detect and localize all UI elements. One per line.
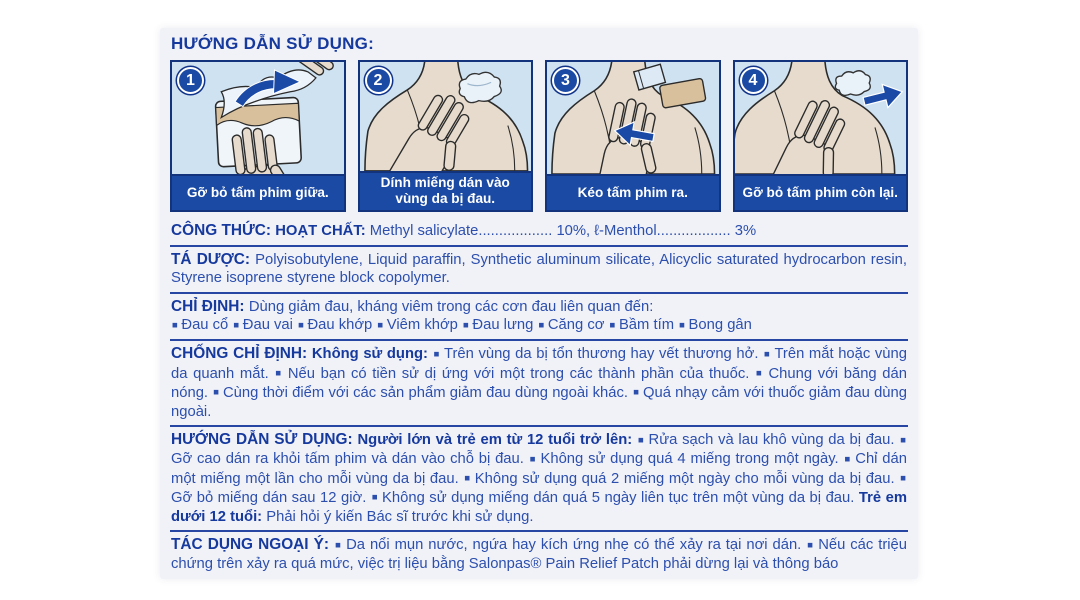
bullet-icon: ■ [764,348,774,360]
bullet-icon: ■ [213,387,222,399]
bullet-text: Gỡ bỏ miếng dán sau 12 giờ. [171,489,371,506]
bullet-icon: ■ [275,368,287,380]
section-divider [170,245,908,247]
bullet-icon: ■ [637,434,648,446]
bullet-icon: ■ [529,453,540,465]
section-lead: HOẠT CHẤT: [275,223,370,239]
step-caption: Dính miếng dán vào vùng da bị đau. [360,171,532,210]
step-number-badge [365,67,392,94]
step-panel-1 [170,60,346,212]
section-divider [170,339,908,341]
bullet-icon: ■ [538,319,547,331]
bullet-icon: ■ [679,319,688,331]
section-heading: TÁ DƯỢC: [171,250,256,268]
bullet-text: Bầm tím [618,317,679,334]
bullet-text: Không sử dụng miếng dán quá 5 ngày liên tục trên một vùng da bị đau. [382,489,859,506]
section-huong-dan-su-dung [171,431,907,526]
step-number-badge [552,67,579,94]
bullet-text: Nếu bạn có tiền sử dị ứng với một trong các thành phần của thuốc. [287,365,755,382]
section-ta-duoc [171,251,907,288]
step-panel-2 [358,60,534,212]
section-cong-thuc [171,222,907,241]
section-tail-text: Phải hỏi ý kiến Bác sĩ trước khi sử dụng. [266,508,534,525]
bullet-icon: ■ [172,319,181,331]
bullet-text: Trên vùng da bị tổn thương hay vết thương hở. [443,346,764,363]
steps-row [170,60,908,212]
section-lead: Không sử dụng: [311,346,433,363]
bullet-text: Không sử dụng quá 2 miếng một ngày cho mỗi vùng da bị đau. [474,470,900,487]
bullet-text: Đau vai [242,317,298,334]
section-divider [170,292,908,294]
bullet-icon: ■ [633,387,642,399]
bullet-text: Viêm khớp [386,317,463,334]
bullet-icon: ■ [298,319,307,331]
bullet-text: Đau cổ [181,317,233,334]
step-number: 3 [561,71,570,89]
bullet-text: Căng cơ [547,317,609,334]
patch-graphic [659,78,706,108]
step-caption: Gỡ bỏ tấm phim giữa. [172,174,344,210]
step-caption: Kéo tấm phim ra. [547,174,719,210]
bullet-icon: ■ [900,473,906,485]
bullet-icon: ■ [900,434,906,446]
section-chong-chi-dinh [171,345,907,421]
section-chi-dinh [171,298,907,336]
step-3-illustration-area [547,62,719,174]
bullet-icon: ■ [433,348,443,360]
bullet-icon: ■ [463,319,472,331]
usage-guide-heading: HƯỚNG DẪN SỬ DỤNG: [171,34,375,53]
bullet-text: Đau lưng [472,317,538,334]
step-caption: Gỡ bỏ tấm phim còn lại. [735,174,907,210]
sections [170,222,908,574]
bullet-text: Da nổi mụn nước, ngứa hay kích ứng nhẹ có thể xảy ra tại nơi dán. [346,537,807,554]
step-number: 4 [748,71,758,89]
bullet-text: Cùng thời điểm với các sản phẩm giảm đau dùng ngoài khác. [222,384,633,401]
bullet-text: Rửa sạch và lau khô vùng da bị đau. [648,432,900,449]
bullet-text: Quá nhạy cảm với thuốc giảm đau dùng ngoài. [171,384,907,420]
step-number-badge [177,67,204,94]
section-divider [170,425,908,427]
step-1-illustration-area [172,62,344,174]
step-number-badge [740,67,767,94]
step-panel-3 [545,60,721,212]
section-heading: CHỐNG CHỈ ĐỊNH: [171,345,312,363]
section-text: Dùng giảm đau, kháng viêm trong các cơn đau liên quan đến: [248,298,654,315]
step-number: 2 [373,71,383,89]
bullet-text: Đau khớp [307,317,377,334]
section-tac-dung-ngoai-y [171,536,907,574]
bullet-icon: ■ [464,473,474,485]
bullet-icon: ■ [335,539,346,551]
bullet-text: Nếu các triệu chứng trên xảy ra quá mức, việc trị liệu bằng Salonpas® Pain Relief Patch phải dừng lại và thông báo [171,537,907,573]
bullet-icon: ■ [377,319,386,331]
section-divider [170,530,908,532]
bullet-text: Chung với băng dán nóng. [171,365,908,401]
bullet-icon: ■ [371,492,382,504]
bullet-text: Không sử dụng quá 4 miếng trong một ngày. [540,451,844,468]
bullet-text: Chỉ dán một miếng một lần cho mỗi vùng da bị đau. [171,451,907,487]
step-number: 1 [186,71,195,89]
bullet-icon: ■ [755,368,768,380]
section-text: Polyisobutylene, Liquid paraffin, Synthetic aluminum silicate, Alicyclic saturated hydrocarbon resin, Styrene isoprene styrene block copolymer. [171,251,907,287]
bullet-icon: ■ [807,539,818,551]
step-4-illustration-area [735,62,907,174]
section-heading: HƯỚNG DẪN SỬ DỤNG: [171,431,358,449]
bullet-icon: ■ [233,319,242,331]
bullet-text: Trên mắt hoặc vùng da quanh mắt. [171,346,907,382]
section-lead: Người lớn và trẻ em từ 12 tuổi trở lên: [357,432,637,449]
section-heading: CHỈ ĐỊNH: [171,297,249,315]
bullet-icon: ■ [609,319,618,331]
section-text: Methyl salicylate.................. 10%, ℓ-Menthol.................. 3% [369,223,757,239]
bullet-icon: ■ [844,453,855,465]
section-heading: TÁC DỤNG NGOẠI Ý: [171,536,335,554]
step-2-illustration-area [360,62,532,171]
package-back-panel [160,28,918,579]
bullet-text: Gỡ cao dán ra khỏi tấm phim và dán vào chỗ bị đau. [171,451,529,468]
step-panel-4 [733,60,909,212]
section-tail-lead: Trẻ em dưới 12 tuổi: [171,489,907,525]
bullet-text: Bong gân [688,317,752,334]
section-heading: CÔNG THỨC: [171,222,276,239]
